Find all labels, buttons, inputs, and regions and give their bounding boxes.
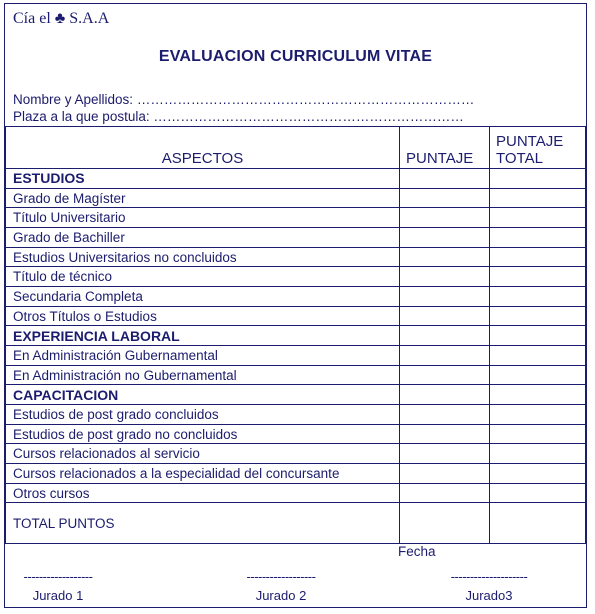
puntaje-total-cell[interactable] [490,444,586,464]
aspect-cell: Otros cursos [6,483,400,503]
section-row [6,385,586,405]
plaza-label: Plaza a la que postula: [13,109,150,124]
aspect-cell: Estudios Universitarios no concluidos [6,247,400,267]
table-row [6,247,586,267]
header-aspectos: ASPECTOS [6,127,400,169]
puntaje-total-cell[interactable] [490,267,586,287]
puntaje-total-cell[interactable] [490,169,586,189]
puntaje-cell[interactable] [400,326,490,346]
aspect-cell: Otros Títulos o Estudios [6,306,400,326]
puntaje-cell[interactable] [400,169,490,189]
table-row [6,208,586,228]
signature-jurado-2 [233,569,329,603]
name-blank-line: ………………………………………………………………… [136,92,475,107]
puntaje-total-cell[interactable] [490,228,586,248]
signature-line: ------------------ [246,569,316,584]
puntaje-cell[interactable] [400,306,490,326]
table-row [6,444,586,464]
aspect-cell: Título de técnico [6,267,400,287]
puntaje-cell[interactable] [400,503,490,544]
aspect-cell: Secundaria Completa [6,287,400,307]
section-row [6,169,586,189]
aspect-cell: ESTUDIOS [6,169,400,189]
signature-jurado-3 [437,569,541,603]
puntaje-total-cell[interactable] [490,503,586,544]
name-field [13,92,474,107]
aspect-cell: Grado de Bachiller [6,228,400,248]
puntaje-total-cell[interactable] [490,247,586,267]
puntaje-cell[interactable] [400,346,490,366]
aspect-cell: Estudios de post grado concluidos [6,405,400,425]
signature-line: -------------------- [450,569,528,584]
name-label: Nombre y Apellidos: [13,92,134,107]
aspect-cell: Cursos relacionados a la especialidad del concursante [6,464,400,484]
table-row [6,346,586,366]
table-row [6,306,586,326]
puntaje-cell[interactable] [400,247,490,267]
signature-label: Jurado 1 [32,588,84,603]
puntaje-cell[interactable] [400,405,490,425]
puntaje-cell[interactable] [400,424,490,444]
signature-jurado-1 [13,569,103,603]
puntaje-total-cell[interactable] [490,483,586,503]
puntaje-cell[interactable] [400,188,490,208]
puntaje-total-cell[interactable] [490,208,586,228]
aspect-cell: Título Universitario [6,208,400,228]
table-row [6,483,586,503]
puntaje-total-cell[interactable] [490,385,586,405]
signature-label: Jurado 2 [255,588,307,603]
puntaje-total-cell[interactable] [490,464,586,484]
aspect-cell: Cursos relacionados al servicio [6,444,400,464]
puntaje-cell[interactable] [400,464,490,484]
table-row [6,267,586,287]
puntaje-total-cell[interactable] [490,287,586,307]
header-puntaje: PUNTAJE [400,127,490,169]
signature-line: ------------------ [23,569,93,584]
table-row [6,365,586,385]
aspect-cell: CAPACITACION [6,385,400,405]
total-row [6,503,586,544]
form-title: EVALUACION CURRICULUM VITAE [158,48,433,65]
signature-label: Jurado3 [465,588,513,603]
table-row [6,464,586,484]
table-body [6,169,586,544]
header-puntaje-total: PUNTAJE TOTAL [490,127,586,169]
puntaje-cell[interactable] [400,483,490,503]
plaza-field [13,109,464,124]
table-row [6,188,586,208]
section-row [6,326,586,346]
puntaje-cell[interactable] [400,385,490,405]
evaluation-table [5,126,586,544]
fecha-label: Fecha [398,544,436,559]
puntaje-total-cell[interactable] [490,365,586,385]
aspect-cell: Estudios de post grado no concluidos [6,424,400,444]
puntaje-total-cell[interactable] [490,188,586,208]
table-row [6,287,586,307]
puntaje-total-cell[interactable] [490,306,586,326]
table-row [6,405,586,425]
puntaje-total-cell[interactable] [490,424,586,444]
table-header-row [6,127,586,169]
evaluation-form [4,3,587,608]
puntaje-cell[interactable] [400,287,490,307]
company-name: Cía el ♣ S.A.A [13,10,110,27]
puntaje-cell[interactable] [400,208,490,228]
aspect-cell: TOTAL PUNTOS [6,503,400,544]
puntaje-total-cell[interactable] [490,405,586,425]
puntaje-total-cell[interactable] [490,326,586,346]
puntaje-cell[interactable] [400,228,490,248]
aspect-cell: Grado de Magíster [6,188,400,208]
puntaje-cell[interactable] [400,444,490,464]
puntaje-cell[interactable] [400,365,490,385]
table-row [6,424,586,444]
puntaje-cell[interactable] [400,267,490,287]
puntaje-total-cell[interactable] [490,346,586,366]
aspect-cell: En Administración Gubernamental [6,346,400,366]
plaza-blank-line: …………………………………………………………… [153,109,464,124]
table-row [6,228,586,248]
aspect-cell: EXPERIENCIA LABORAL [6,326,400,346]
aspect-cell: En Administración no Gubernamental [6,365,400,385]
